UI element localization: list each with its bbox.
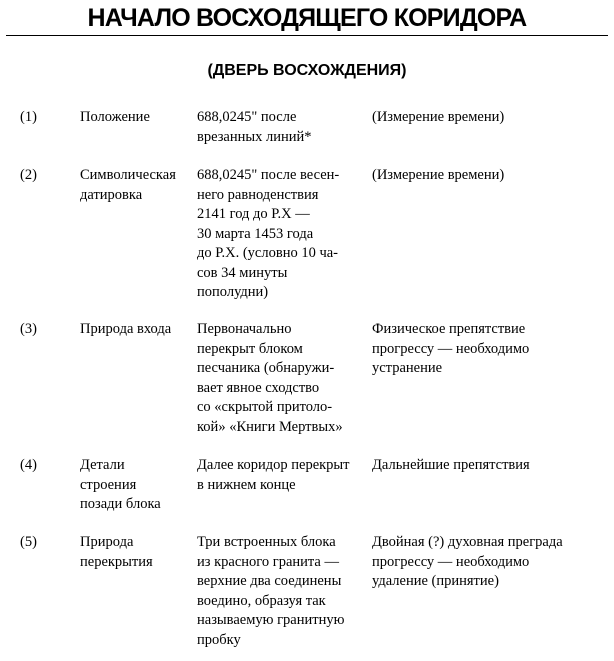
row-description: Далее коридор перекрыт в нижнем конце — [197, 457, 350, 493]
row-description: Три встроенных блока из красного гранита — верхние два соединены воедино, образуя так называемую гранитную пробку — [197, 534, 345, 648]
page-title: НАЧАЛО ВОСХОДЯЩЕГО КОРИДОРА — [87, 4, 527, 32]
row-number: (2) — [20, 167, 37, 183]
row-name: Природа перекрытия — [80, 534, 153, 570]
row-note: Дальнейшие препятствия — [372, 457, 530, 473]
row-note: (Измерение времени) — [372, 109, 505, 125]
row-name: Положение — [80, 109, 150, 125]
title-underline — [6, 35, 608, 36]
row-name: Природа входа — [80, 321, 172, 337]
row-description: Первоначально перекрыт блоком песчаника (обнаружи- вает явное сходство со «скрытой притоло- кой» «Книги Мертвых» — [197, 321, 343, 435]
row-description: 688,0245" после врезанных линий* — [197, 109, 312, 145]
row-description: 688,0245" после весен- него равноденствия 2141 год до Р.Х — 30 марта 1453 года до Р.Х. (условно 10 ча- сов 34 минуты пополудни) — [197, 167, 340, 300]
row-name: Символическая датировка — [80, 167, 176, 203]
title-block — [0, 2, 614, 38]
row-note: (Измерение времени) — [372, 167, 505, 183]
page-subtitle: (ДВЕРЬ ВОСХОЖДЕНИЯ) — [207, 62, 407, 79]
row-number: (1) — [20, 109, 37, 125]
row-note: Двойная (?) духовная преграда прогрессу — необходимо удаление (принятие) — [372, 534, 563, 589]
row-number: (5) — [20, 534, 37, 550]
row-number: (3) — [20, 321, 37, 337]
row-number: (4) — [20, 457, 37, 473]
row-name: Детали строения позади блока — [80, 457, 161, 512]
row-note: Физическое препятствие прогрессу — необходимо устранение — [372, 321, 530, 376]
